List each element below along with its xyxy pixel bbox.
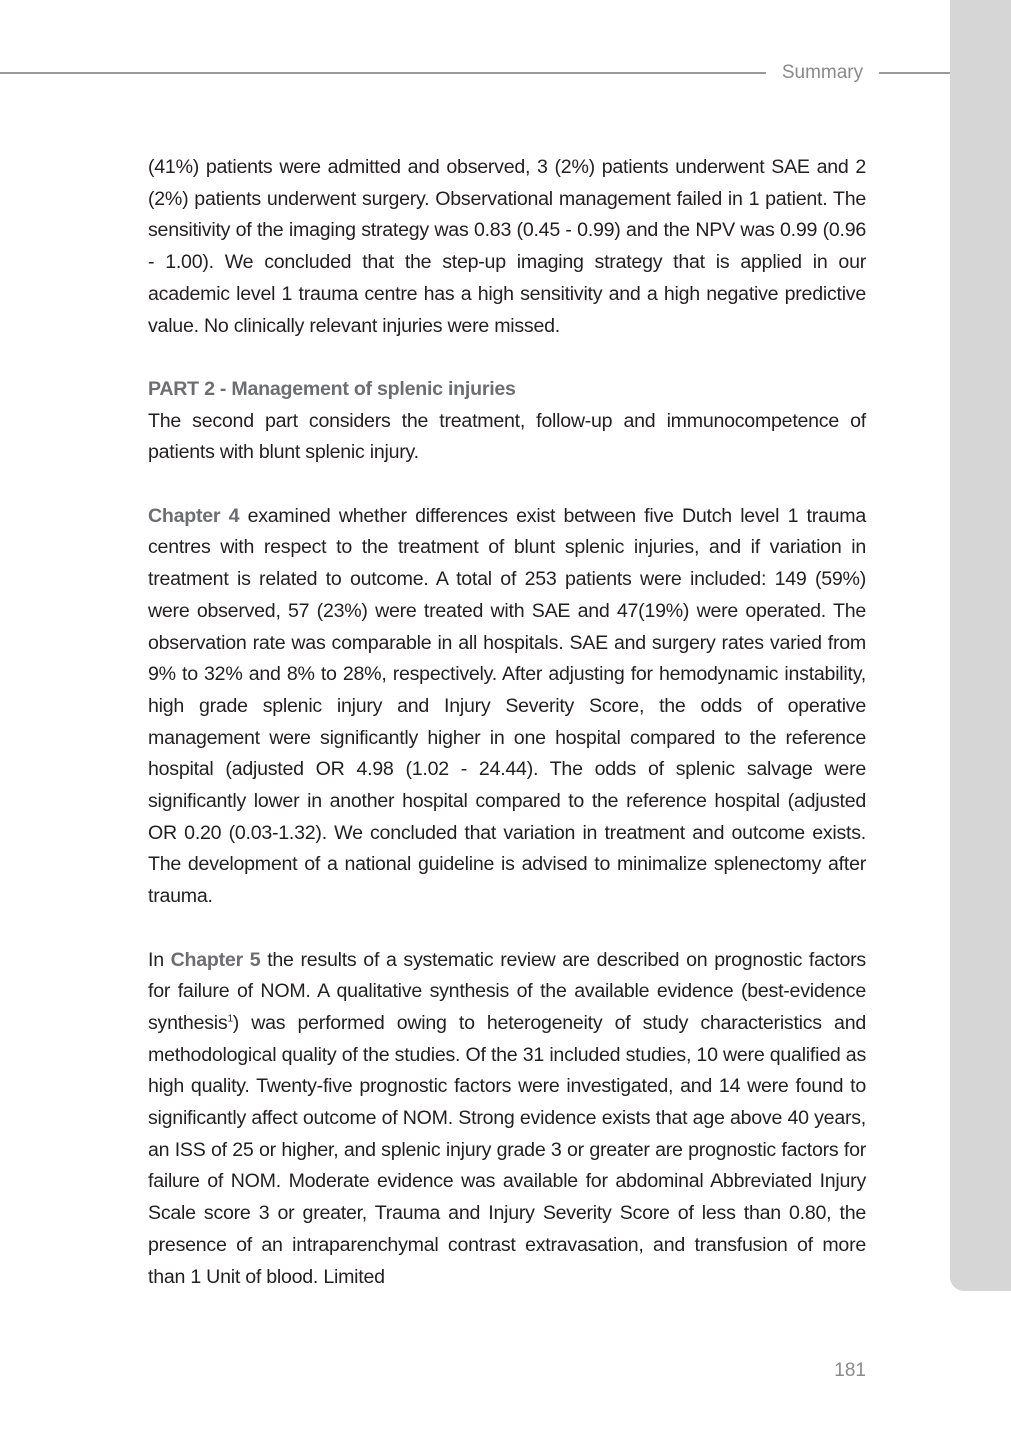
paragraph-chapter4 bbox=[148, 501, 866, 913]
chapter-4-reference: Chapter 4 bbox=[148, 504, 240, 527]
page-number: 181 bbox=[834, 1360, 866, 1381]
paragraph-spacer bbox=[148, 469, 866, 501]
chapter-5-prefix: In bbox=[148, 948, 171, 971]
running-head-title: Summary bbox=[781, 62, 864, 83]
paragraph-imaging-results: (41%) patients were admitted and observed, 3 (2%) patients underwent SAE and 2 (2%) patients underwent surgery. Observational management failed in 1 patient. The sensitivity of the imaging strategy was 0.83 (0.45 - 0.99) and the NPV was 0.99 (0.96 - 1.00). We concluded that the step-up imaging strategy that is applied in our academic level 1 trauma centre has a high sensitivity and a high negative predictive value. No clinically relevant injuries were missed. bbox=[148, 156, 866, 337]
chapter-4-text: examined whether differences exist between five Dutch level 1 trauma centres with respect to the treatment of blunt splenic injuries, and if variation in treatment is related to outcome. A total of 253 patients were included: 149 (59%) were observed, 57 (23%) were treated with SAE and 47(19%) were operated. The observation rate was comparable in all hospitals. SAE and surgery rates varied from 9% to 32% and 8% to 28%, respectively. After adjusting for hemodynamic instability, high grade splenic injury and Injury Severity Score, the odds of operative management were significantly higher in one hospital compared to the reference hospital (adjusted OR 4.98 (1.02 - 24.44). The odds of splenic salvage were significantly lower in another hospital compared to the reference hospital (adjusted OR 0.20 (0.03-1.32). We concluded that variation in treatment and outcome exists. The development of a national guideline is advised to minimalize splenectomy after trauma. bbox=[148, 504, 867, 908]
header-rule-right bbox=[879, 72, 950, 74]
section-heading-part2: PART 2 - Management of splenic injuries bbox=[148, 377, 516, 400]
chapter-5-text-a: the results of a systematic review are described on prognostic factors for failure of NOM. A qualitative synthesis of the available evidence (best-evidence synthesis bbox=[148, 948, 866, 1034]
paragraph-part2-intro: The second part considers the treatment, follow-up and immunocompetence of patients with blunt splenic injury. bbox=[148, 409, 866, 464]
chapter-side-tab bbox=[950, 0, 1011, 1291]
page-body bbox=[148, 152, 866, 1293]
header-rule-left bbox=[0, 72, 766, 74]
footnote-marker: 1 bbox=[227, 1013, 233, 1025]
paragraph-spacer bbox=[148, 342, 866, 374]
paragraph-spacer bbox=[148, 913, 866, 945]
paragraph-chapter5 bbox=[148, 945, 866, 1294]
chapter-5-text-b: ) was performed owing to heterogeneity of study characteristics and methodological quality of the studies. Of the 31 included studies, 10 were qualified as high quality. Twenty-five prognostic factors were investigated, and 14 were found to significantly affect outcome of NOM. Strong evidence exists that age above 40 years, an ISS of 25 or higher, and splenic injury grade 3 or greater are prognostic factors for failure of NOM. Moderate evidence was available for abdominal Abbreviated Injury Scale score 3 or greater, Trauma and Injury Severity Score of less than 0.80, the presence of an intraparenchymal contrast extravasation, and transfusion of more than 1 Unit of blood. Limited bbox=[148, 1011, 866, 1288]
chapter-5-reference: Chapter 5 bbox=[170, 948, 261, 971]
